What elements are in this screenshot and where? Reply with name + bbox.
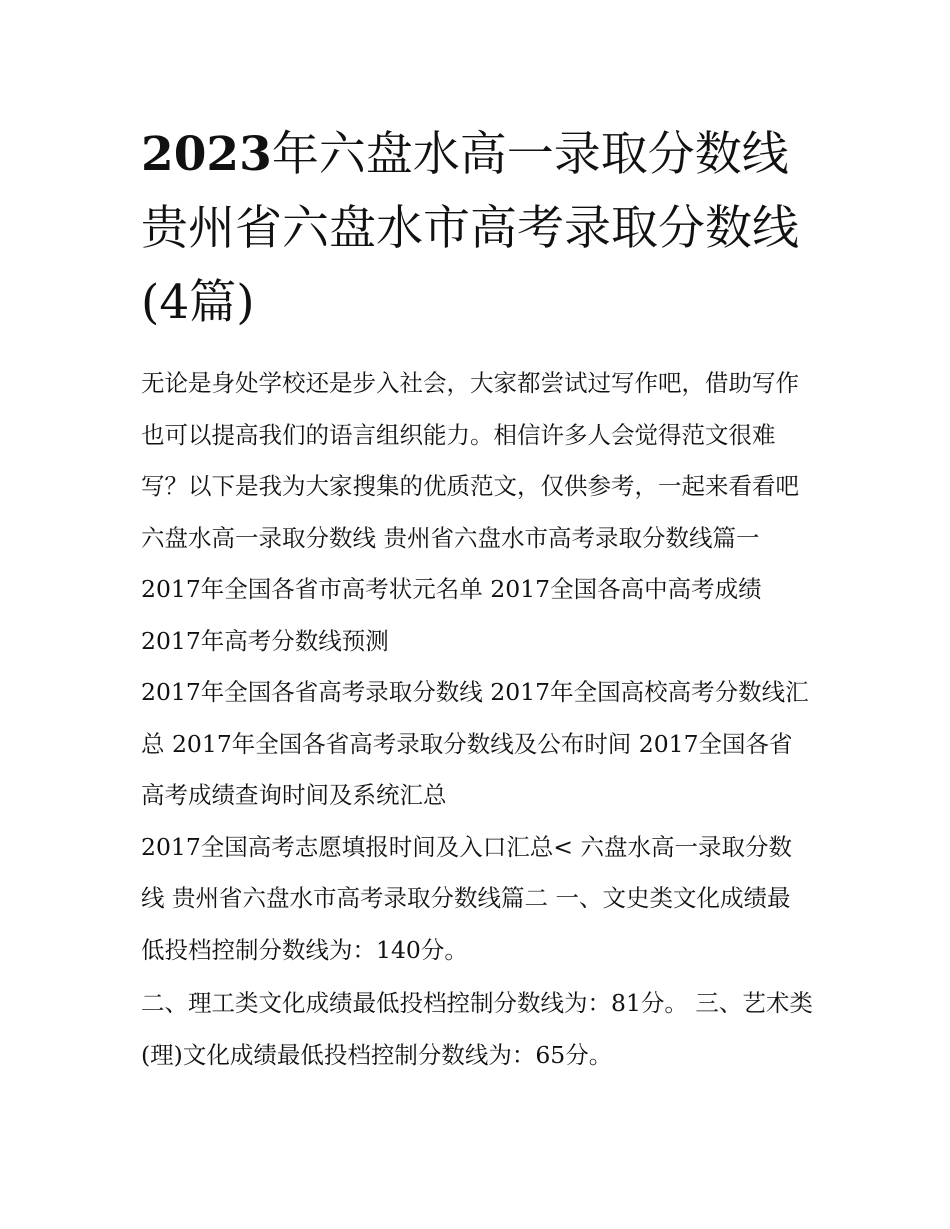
document-page: [141, 118, 813, 1081]
intro-paragraph: 无论是身处学校还是步入社会，大家都尝试过写作吧，借助写作也可以提高我们的语言组织能力。相信许多人会觉得范文很难写？以下是我为大家搜集的优质范文，仅供参考，一起来看看吧: [141, 369, 799, 500]
paragraph-prediction: 2017年高考分数线预测: [141, 626, 389, 655]
document-title: [141, 118, 813, 340]
title-year: 2023: [141, 127, 272, 182]
paragraph-section-two: 2017全国高考志愿填报时间及入口汇总< 六盘水高一录取分数线 贵州省六盘水市高考录取分数线篇二 一、文史类文化成绩最低投档控制分数线为：140分。: [141, 832, 792, 964]
paragraph-science-arts: 二、理工类文化成绩最低投档控制分数线为：81分。 三、艺术类(理)文化成绩最低投档控制分数线为：65分。: [141, 989, 813, 1069]
paragraph-top-scorers: 2017年全国各省市高考状元名单 2017全国各高中高考成绩: [141, 575, 762, 603]
paragraph-score-lines: 2017年全国各省高考录取分数线 2017年全国高校高考分数线汇总 2017年全国各省高考录取分数线及公布时间 2017全国各省高考成绩查询时间及系统汇总: [141, 678, 809, 809]
section-heading-one: 六盘水高一录取分数线 贵州省六盘水市高考录取分数线篇一: [141, 523, 760, 552]
title-text: 年六盘水高一录取分数线贵州省六盘水市高考录取分数线(4篇): [141, 127, 799, 330]
